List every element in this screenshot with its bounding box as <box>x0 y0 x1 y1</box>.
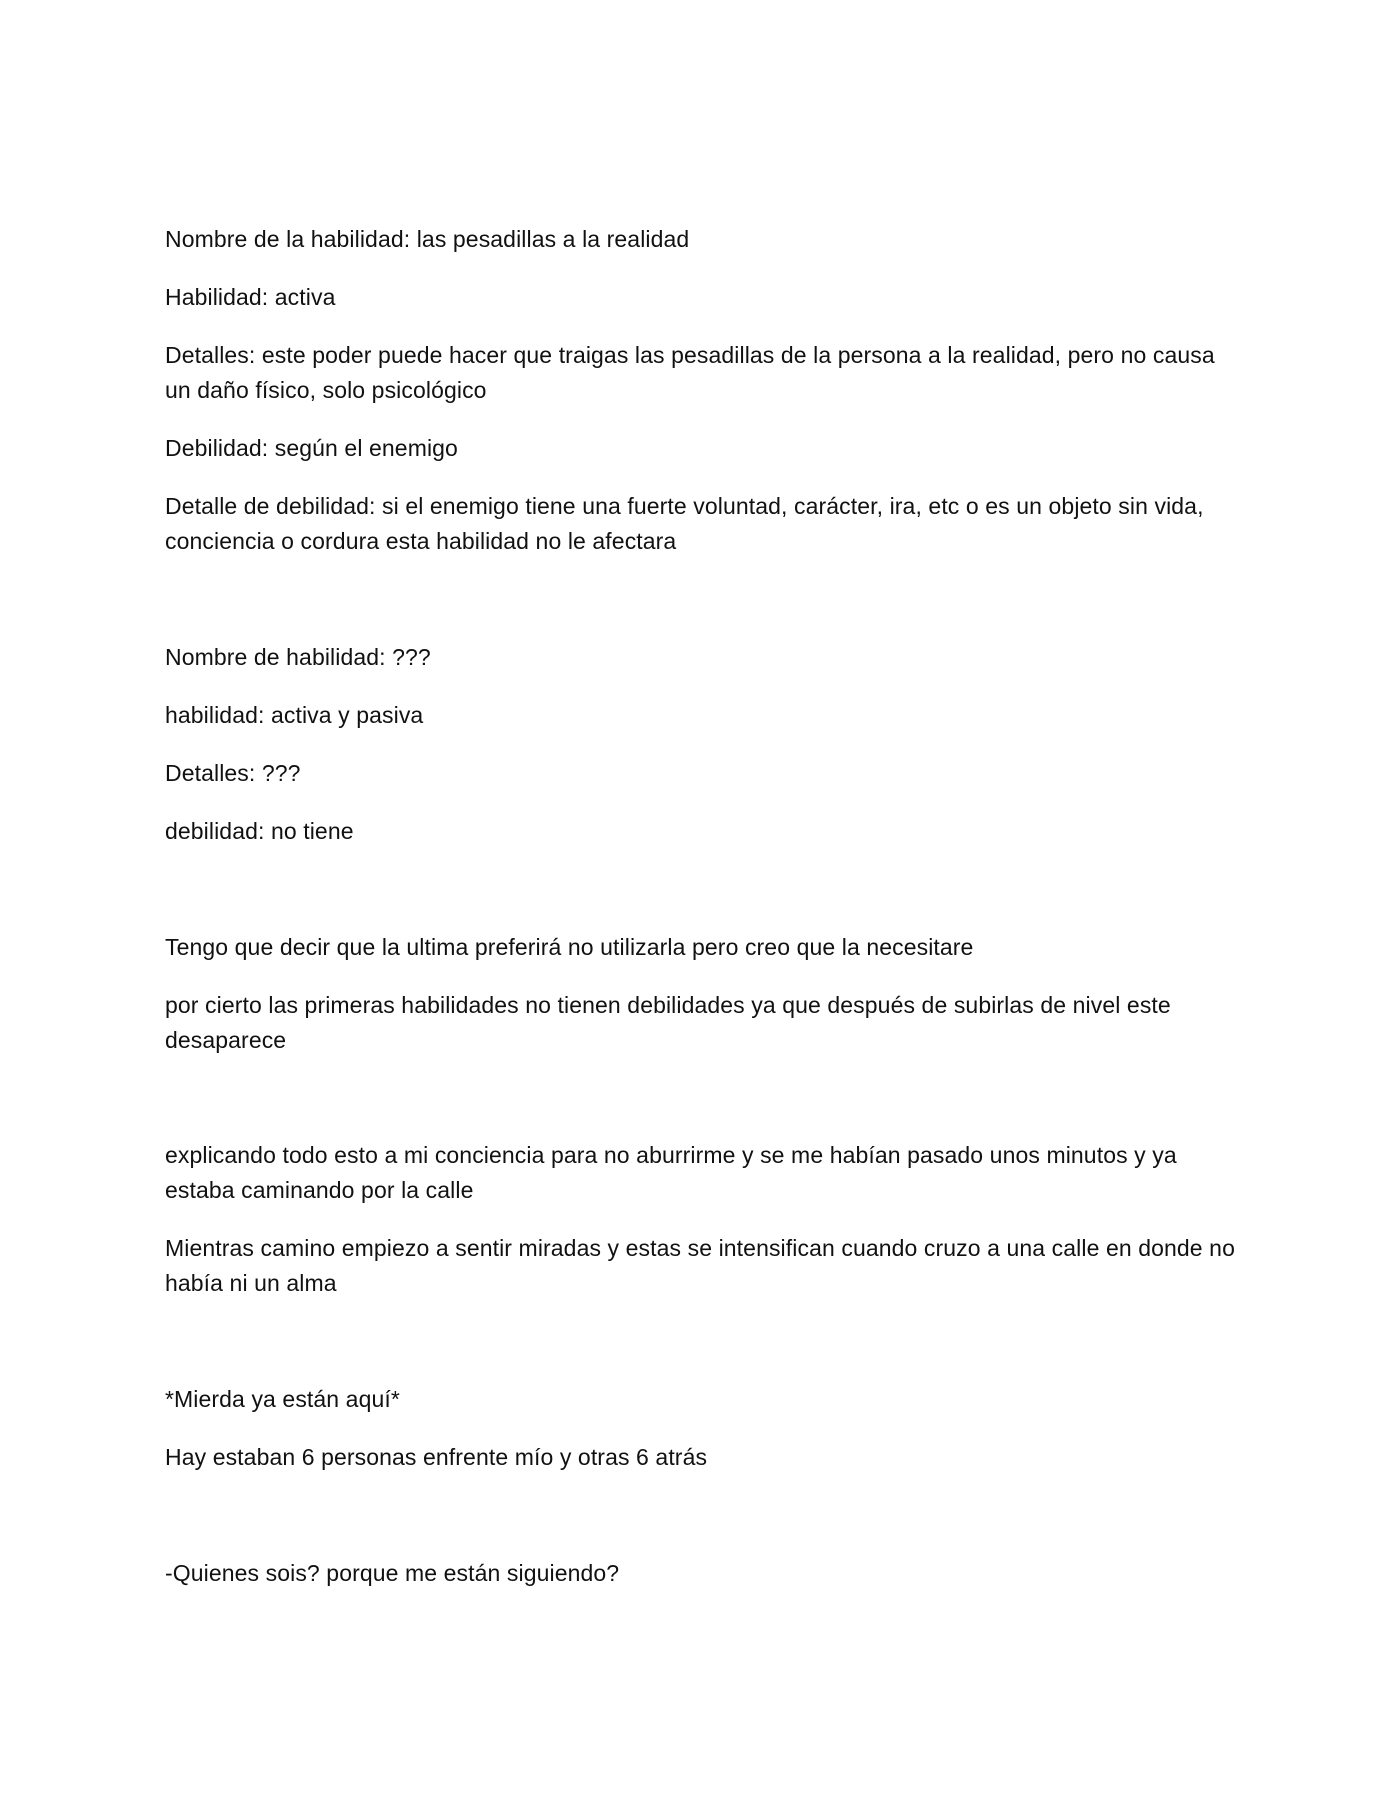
narrative-paragraph: explicando todo esto a mi conciencia para no aburrirme y se me habían pasado unos minutos y ya estaba caminando por la calle <box>165 1142 1177 1203</box>
narrative-paragraph: por cierto las primeras habilidades no tienen debilidades ya que después de subirlas de nivel este desaparece <box>165 992 1171 1053</box>
skill-2-details: Detalles: ??? <box>165 760 301 786</box>
skill-2-weakness: debilidad: no tiene <box>165 818 354 844</box>
skill-1-weakness-details: Detalle de debilidad: si el enemigo tiene una fuerte voluntad, carácter, ira, etc o es un objeto sin vida, conciencia o cordura esta habilidad no le afectara <box>165 493 1204 554</box>
skill-2-name: Nombre de habilidad: ??? <box>165 644 431 670</box>
skill-1-details: Detalles: este poder puede hacer que traigas las pesadillas de la persona a la realidad, pero no causa un daño físico, solo psicológico <box>165 342 1215 403</box>
skill-1-type: Habilidad: activa <box>165 284 336 310</box>
skill-1-weakness: Debilidad: según el enemigo <box>165 435 458 461</box>
narrative-paragraph: Tengo que decir que la ultima preferirá no utilizarla pero creo que la necesitare <box>165 934 974 960</box>
dialogue-line: -Quienes sois? porque me están siguiendo? <box>165 1560 620 1586</box>
narrative-paragraph: Mientras camino empiezo a sentir miradas y estas se intensifican cuando cruzo a una calle en donde no había ni un alma <box>165 1235 1235 1296</box>
narrative-paragraph: Hay estaban 6 personas enfrente mío y otras 6 atrás <box>165 1444 708 1470</box>
skill-1-name: Nombre de la habilidad: las pesadillas a la realidad <box>165 226 690 252</box>
skill-2-type: habilidad: activa y pasiva <box>165 702 424 728</box>
inner-thought: *Mierda ya están aquí* <box>165 1386 400 1412</box>
